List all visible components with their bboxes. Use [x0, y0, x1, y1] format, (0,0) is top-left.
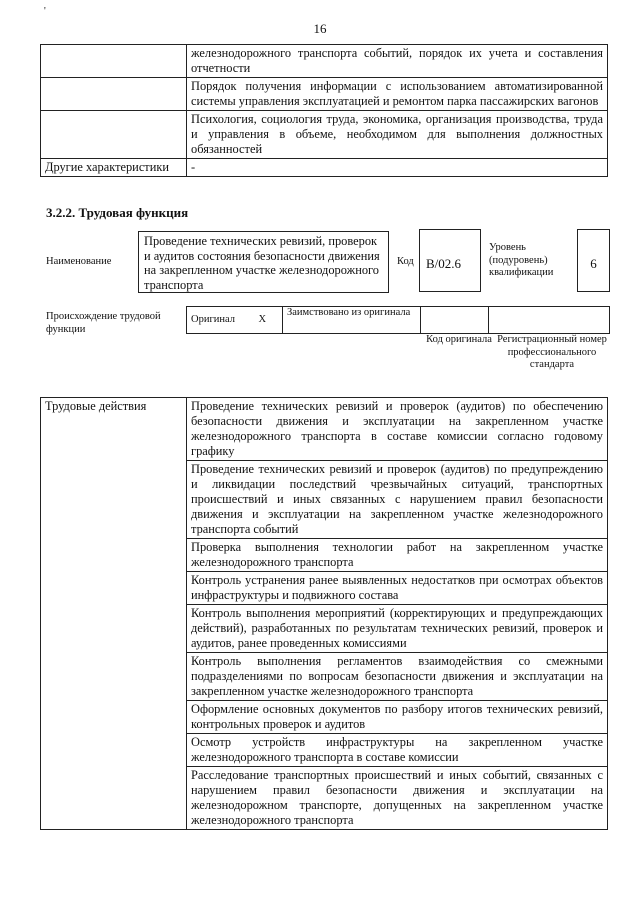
- actions-label: Трудовые действия: [41, 398, 187, 830]
- table-row: [41, 78, 608, 111]
- level-label: Уровень (подуровень) квалификации: [489, 242, 554, 278]
- reg-number-cell: [489, 307, 610, 334]
- action-item: Оформление основных документов по разбору итогов технических ревизий, контрольных проверок и аудитов: [187, 701, 608, 734]
- row-text: Порядок получения информации с использованием автоматизированной системы управления эксплуатацией и ремонтом парка пассажирских вагонов: [187, 78, 608, 111]
- name-label: Наименование: [46, 256, 112, 267]
- table-row: [41, 111, 608, 159]
- table-row: [187, 307, 610, 334]
- table-row: [41, 398, 608, 461]
- row-label: [41, 78, 187, 111]
- origin-table: [186, 306, 610, 334]
- origin-label: Происхождение трудовой функции: [46, 311, 161, 335]
- original-code-cell: [421, 307, 489, 334]
- requirements-table: [40, 44, 608, 177]
- action-item: Проведение технических ревизий и проверок (аудитов) по предупреждению и ликвидации последствий чрезвычайных ситуаций, транспортных происшествий и иных связанных с нарушением правил безопасности движения и эксплуатации на закрепленном участке железнодорожного транспорта событий: [187, 461, 608, 539]
- original-code-label: Код оригинала: [426, 334, 492, 345]
- table-row: [41, 159, 608, 177]
- qualification-level: 6: [577, 229, 610, 292]
- table-row: [41, 45, 608, 78]
- code-label: Код: [397, 256, 414, 267]
- labor-actions-table: [40, 397, 608, 830]
- function-name: Проведение технических ревизий, проверок и аудитов состояния безопасности движения на закрепленном участке железнодорожного транспорта: [138, 231, 389, 293]
- row-label: [41, 111, 187, 159]
- row-label: [41, 45, 187, 78]
- action-item: Осмотр устройств инфраструктуры на закрепленном участке железнодорожного транспорта в составе комиссии: [187, 734, 608, 767]
- borrowed-label: Заимствовано из оригинала: [283, 307, 421, 334]
- action-item: Проверка выполнения технологии работ на закрепленном участке железнодорожного транспорта: [187, 539, 608, 572]
- original-mark: X: [243, 307, 283, 334]
- action-item: Проведение технических ревизий и проверок (аудитов) по обеспечению безопасности движения и эксплуатации на закрепленном участке железнодорожного транспорта в составе комиссии согласно годовому графику: [187, 398, 608, 461]
- original-label: Оригинал: [187, 307, 243, 334]
- action-item: Контроль устранения ранее выявленных недостатков при осмотрах объектов инфраструктуры и подвижного состава: [187, 572, 608, 605]
- row-label: Другие характеристики: [41, 159, 187, 177]
- section-title: 3.2.2. Трудовая функция: [46, 205, 189, 220]
- row-text: Психология, социология труда, экономика, организация производства, труда и управления в объеме, необходимом для выполнения должностных обязанностей: [187, 111, 608, 159]
- function-code: B/02.6: [419, 229, 481, 292]
- row-text: -: [187, 159, 608, 177]
- action-item: Контроль выполнения регламентов взаимодействия со смежными подразделениями по вопросам безопасности движения и эксплуатации на закрепленном участке железнодорожного транспорта: [187, 653, 608, 701]
- reg-number-label: Регистрационный номер профессионального стандарта: [497, 334, 607, 370]
- action-item: Расследование транспортных происшествий и иных событий, связанных с нарушением правил безопасности движения и эксплуатации на железнодорожном транспорте, допущенных на закрепленном участке железнодорожного транспорта: [187, 767, 608, 830]
- row-text: железнодорожного транспорта событий, порядок их учета и составления отчетности: [187, 45, 608, 78]
- page-number: 16: [313, 21, 327, 36]
- action-item: Контроль выполнения мероприятий (корректирующих и предупреждающих действий), разработанных по результатам технических ревизий, проверок и аудитов, ранее проведенных комиссиями: [187, 605, 608, 653]
- corner-mark: ': [44, 6, 46, 17]
